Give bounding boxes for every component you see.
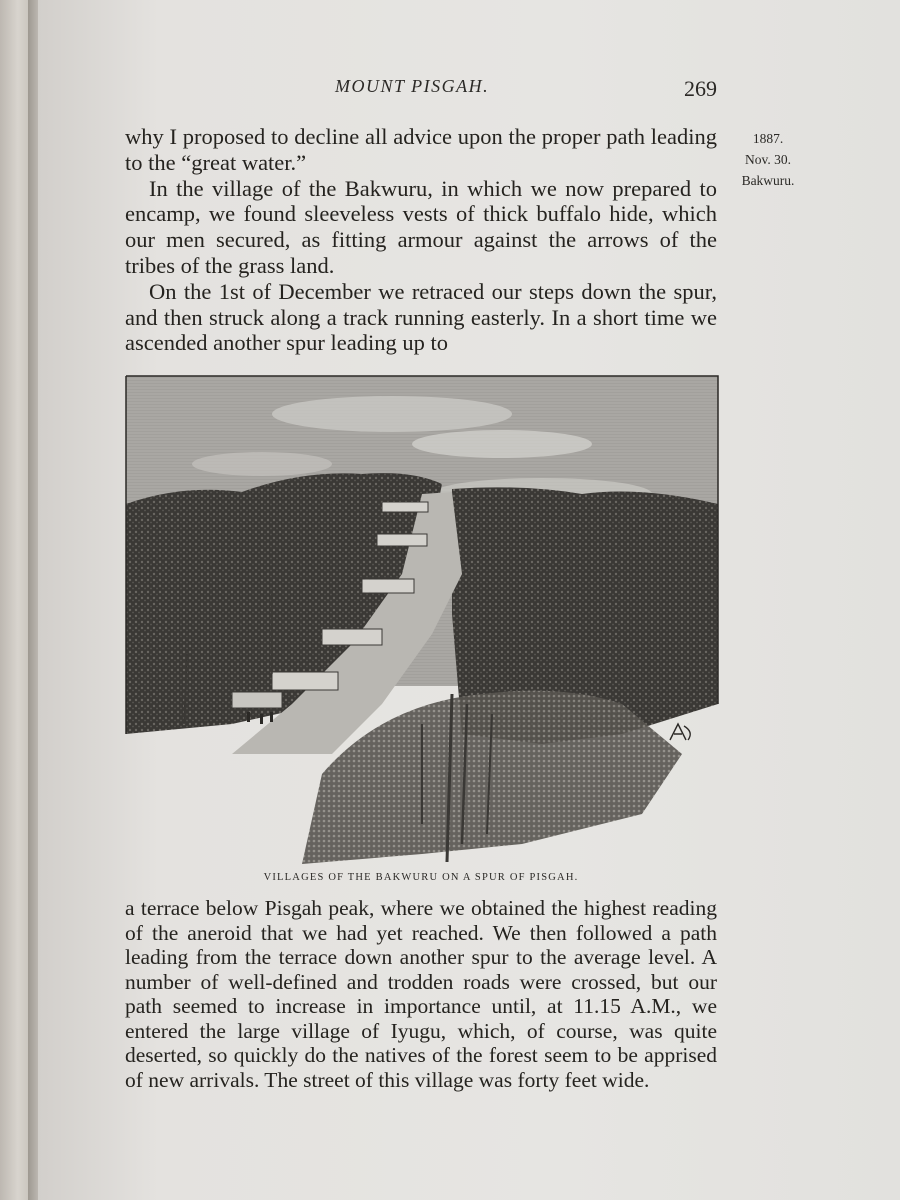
hut bbox=[362, 579, 414, 593]
hut bbox=[322, 629, 382, 645]
figure bbox=[247, 712, 250, 722]
hut bbox=[272, 672, 338, 690]
engraver-monogram bbox=[670, 724, 690, 740]
paragraph-terrace: a terrace below Pisgah peak, where we obtained the highest reading of the aneroid that we had yet reached. We then followed a path leading from the terrace down another spur to the average level. A number of well-defined and trodden roads were crossed, but our path seemed to increase in importance until, at 11.15 A.M., we entered the large village of Iyugu, which, of course, was quite deserted, so quickly do the natives of the forest seem to be apprised of new arrivals. The street of this village was forty feet wide. bbox=[125, 896, 717, 1092]
paragraph-bakwuru-village: In the village of the Bakwuru, in which we now prepared to encamp, we found sleeveless vests of thick buffalo hide, which our men secured, as fitting armour against the arrows of the tribes of the grass land. bbox=[125, 175, 717, 278]
engraving-illustration bbox=[122, 374, 720, 864]
figure bbox=[260, 714, 263, 724]
paragraph-december: On the 1st of December we retraced our steps down the spur, and then struck along a track running easterly. In a short time we ascended another spur leading up to bbox=[125, 278, 717, 356]
cloud bbox=[272, 396, 512, 432]
margin-note-date: Nov. 30. bbox=[745, 152, 791, 167]
hut bbox=[232, 692, 282, 708]
margin-note bbox=[722, 128, 814, 191]
cloud bbox=[412, 430, 592, 458]
illustration-caption: VILLAGES OF THE BAKWURU ON A SPUR OF PISGAH. bbox=[263, 872, 579, 883]
running-head: MOUNT PISGAH. bbox=[335, 76, 490, 96]
hut bbox=[377, 534, 427, 546]
body-text-top bbox=[125, 124, 717, 356]
body-text-bottom bbox=[125, 896, 717, 1092]
margin-note-year: 1887. bbox=[752, 131, 784, 146]
page-number: 269 bbox=[684, 76, 717, 101]
margin-note-place: Bakwuru. bbox=[741, 173, 795, 188]
paragraph-continued: why I proposed to decline all advice upon the proper path leading to the “great water.” bbox=[125, 124, 717, 175]
cloud bbox=[192, 452, 332, 476]
hut bbox=[382, 502, 428, 512]
figure bbox=[270, 712, 273, 722]
facing-page-edge bbox=[0, 0, 30, 1200]
